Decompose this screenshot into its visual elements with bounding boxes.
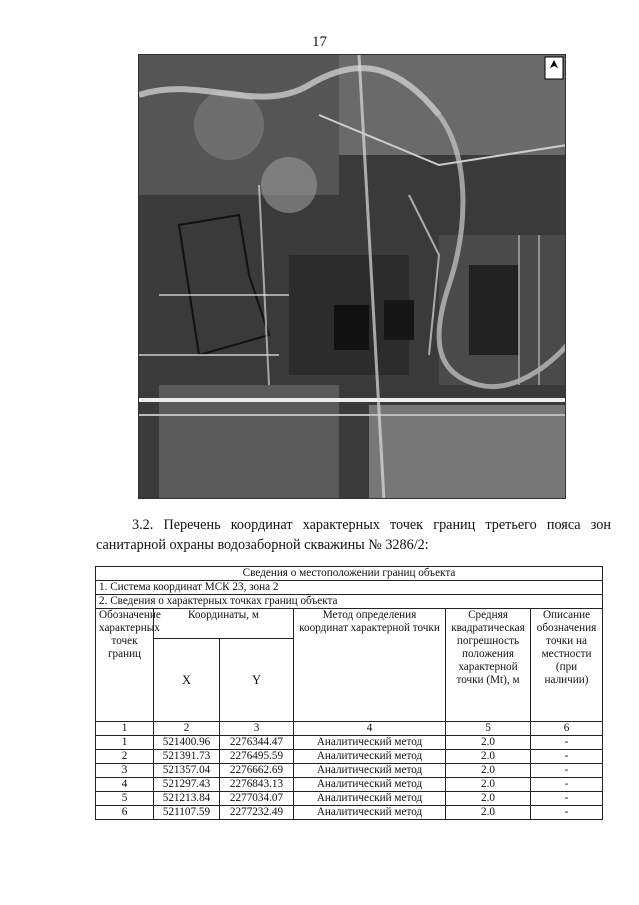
point-number: 4 bbox=[96, 778, 154, 792]
description: - bbox=[531, 750, 603, 764]
description: - bbox=[531, 778, 603, 792]
section-heading: 3.2. Перечень координат характерных точек границ третьего пояса зон санитарной охраны водозаборной скважины № 3286/2: bbox=[96, 517, 611, 553]
table-row bbox=[96, 736, 603, 750]
method: Аналитический метод bbox=[294, 806, 446, 820]
table-row bbox=[96, 764, 603, 778]
point-number: 1 bbox=[96, 736, 154, 750]
method: Аналитический метод bbox=[294, 736, 446, 750]
error: 2.0 bbox=[446, 764, 531, 778]
point-number: 6 bbox=[96, 806, 154, 820]
coord-y: 2276344.47 bbox=[220, 736, 294, 750]
error: 2.0 bbox=[446, 750, 531, 764]
point-number: 2 bbox=[96, 750, 154, 764]
column-number: 4 bbox=[294, 722, 446, 736]
table-row bbox=[96, 806, 603, 820]
coord-y: 2277034.07 bbox=[220, 792, 294, 806]
method: Аналитический метод bbox=[294, 750, 446, 764]
table-row bbox=[96, 778, 603, 792]
error: 2.0 bbox=[446, 778, 531, 792]
description: - bbox=[531, 792, 603, 806]
description: - bbox=[531, 806, 603, 820]
col-header-error: Средняя квадратическая погрешность положения характерной точки (Mt), м bbox=[446, 609, 531, 722]
column-number: 6 bbox=[531, 722, 603, 736]
satellite-map-image bbox=[138, 54, 566, 499]
method: Аналитический метод bbox=[294, 764, 446, 778]
table-section-2: 2. Сведения о характерных точках границ объекта bbox=[96, 595, 603, 609]
col-header-x: X bbox=[154, 639, 220, 722]
coord-y: 2276843.13 bbox=[220, 778, 294, 792]
error: 2.0 bbox=[446, 736, 531, 750]
error: 2.0 bbox=[446, 792, 531, 806]
method: Аналитический метод bbox=[294, 792, 446, 806]
col-header-y: Y bbox=[220, 639, 294, 722]
col-header-coords: Координаты, м bbox=[154, 609, 294, 639]
coord-x: 521357.04 bbox=[154, 764, 220, 778]
table-row bbox=[96, 750, 603, 764]
coord-x: 521297.43 bbox=[154, 778, 220, 792]
coord-y: 2277232.49 bbox=[220, 806, 294, 820]
column-number: 5 bbox=[446, 722, 531, 736]
point-number: 5 bbox=[96, 792, 154, 806]
page-number: 17 bbox=[312, 34, 327, 50]
description: - bbox=[531, 764, 603, 778]
table-section-1: 1. Система координат МСК 23, зона 2 bbox=[96, 581, 603, 595]
coord-y: 2276495.59 bbox=[220, 750, 294, 764]
error: 2.0 bbox=[446, 806, 531, 820]
col-header-designation: Обозначение характерных точек границ bbox=[96, 609, 154, 722]
coord-x: 521213.84 bbox=[154, 792, 220, 806]
coord-x: 521391.73 bbox=[154, 750, 220, 764]
col-header-description: Описание обозначения точки на местности (при наличии) bbox=[531, 609, 603, 722]
coord-y: 2276662.69 bbox=[220, 764, 294, 778]
coordinates-table bbox=[95, 566, 603, 820]
coord-x: 521400.96 bbox=[154, 736, 220, 750]
column-number: 2 bbox=[154, 722, 220, 736]
map-graphic bbox=[139, 55, 566, 499]
point-number: 3 bbox=[96, 764, 154, 778]
coord-x: 521107.59 bbox=[154, 806, 220, 820]
method: Аналитический метод bbox=[294, 778, 446, 792]
column-number: 3 bbox=[220, 722, 294, 736]
col-header-method: Метод определения координат характерной точки bbox=[294, 609, 446, 722]
column-numbers-row bbox=[96, 722, 603, 736]
table-row bbox=[96, 792, 603, 806]
table-title: Сведения о местоположении границ объекта bbox=[96, 567, 603, 581]
column-number: 1 bbox=[96, 722, 154, 736]
description: - bbox=[531, 736, 603, 750]
